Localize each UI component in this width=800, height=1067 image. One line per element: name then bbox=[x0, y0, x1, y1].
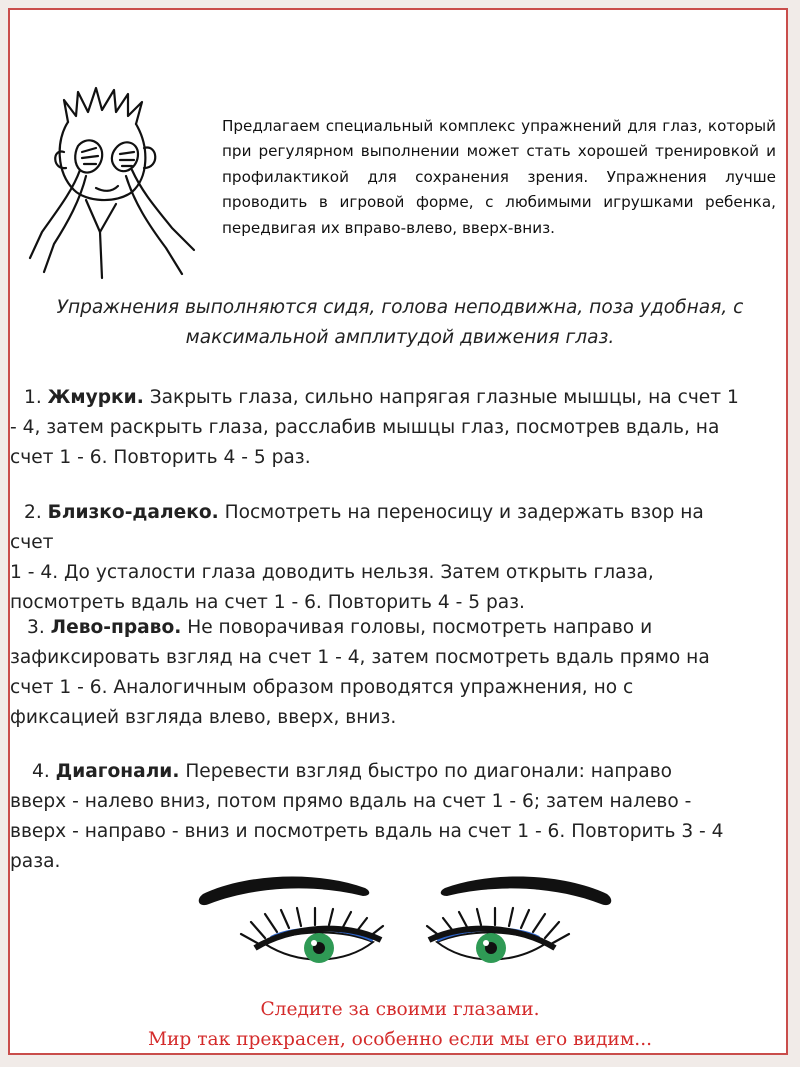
intro-paragraph: Предлагаем специальный комплекс упражнений для глаз, который при регулярном выполнении может стать хорошей тренировкой и профилактикой для сохранения зрения. Упражнения лучше проводить в игровой форме, с любимыми игрушками ребенка, передвигая их вправо-влево, вверх-вниз. bbox=[222, 117, 776, 237]
left-eyebrow bbox=[199, 877, 370, 906]
exercise-number: 4. bbox=[32, 761, 50, 782]
exercise-number: 1. bbox=[24, 387, 42, 408]
footer-line-1: Следите за своими глазами. bbox=[260, 999, 540, 1020]
exercise-text: Посмотреть на переносицу и задержать взор на bbox=[224, 502, 704, 523]
exercise-text: фиксацией взгляда влево, вверх, вниз. bbox=[10, 707, 397, 728]
exercise-title: Лево-право. bbox=[50, 617, 182, 638]
eyes-illustration bbox=[195, 872, 615, 990]
exercise-title: Близко-далеко. bbox=[47, 502, 219, 523]
conditions-note: Упражнения выполняются сидя, голова неподвижна, поза удобная, с максимальной амплитудой движения глаз. bbox=[56, 297, 744, 348]
exercise-text: Перевести взгляд быстро по диагонали: направо bbox=[185, 761, 673, 782]
exercise-text: - 4, затем раскрыть глаза, расслабив мышцы глаз, посмотрев вдаль, на bbox=[10, 417, 720, 438]
exercise-text: зафиксировать взгляд на счет 1 - 4, затем посмотреть вдаль прямо на bbox=[10, 647, 710, 668]
footer-line-2: Мир так прекрасен, особенно если мы его видим... bbox=[147, 1029, 653, 1050]
exercise-text: 1 - 4. До усталости глаза доводить нельзя. Затем открыть глаза, bbox=[10, 562, 654, 583]
right-eyebrow bbox=[441, 877, 612, 906]
left-eye bbox=[241, 908, 383, 963]
exercise-number: 2. bbox=[24, 502, 42, 523]
right-eye bbox=[427, 908, 569, 963]
exercise-number: 3. bbox=[27, 617, 45, 638]
footer-message bbox=[10, 995, 790, 1055]
exercise-text: Не поворачивая головы, посмотреть направо и bbox=[187, 617, 653, 638]
exercise-text: посмотреть вдаль на счет 1 - 6. Повторить 4 - 5 раз. bbox=[10, 592, 525, 613]
exercise-3 bbox=[10, 613, 778, 733]
exercise-text: раза. bbox=[10, 851, 61, 872]
exercise-text: вверх - налево вниз, потом прямо вдаль на счет 1 - 6; затем налево - bbox=[10, 791, 692, 812]
boy-rubbing-eyes-illustration bbox=[16, 82, 216, 282]
exercise-text: счет 1 - 6. Аналогичным образом проводятся упражнения, но с bbox=[10, 677, 634, 698]
exercise-title: Диагонали. bbox=[55, 761, 180, 782]
exercise-2 bbox=[10, 498, 778, 618]
exercise-text: Закрыть глаза, сильно напрягая глазные мышцы, на счет 1 bbox=[149, 387, 739, 408]
page-frame bbox=[8, 8, 788, 1055]
exercise-title: Жмурки. bbox=[47, 387, 144, 408]
exercise-4 bbox=[10, 757, 778, 877]
exercise-text: вверх - направо - вниз и посмотреть вдаль на счет 1 - 6. Повторить 3 - 4 bbox=[10, 821, 724, 842]
exercise-1 bbox=[10, 383, 778, 473]
exercise-text: счет bbox=[10, 532, 54, 553]
exercise-text: счет 1 - 6. Повторить 4 - 5 раз. bbox=[10, 447, 311, 468]
